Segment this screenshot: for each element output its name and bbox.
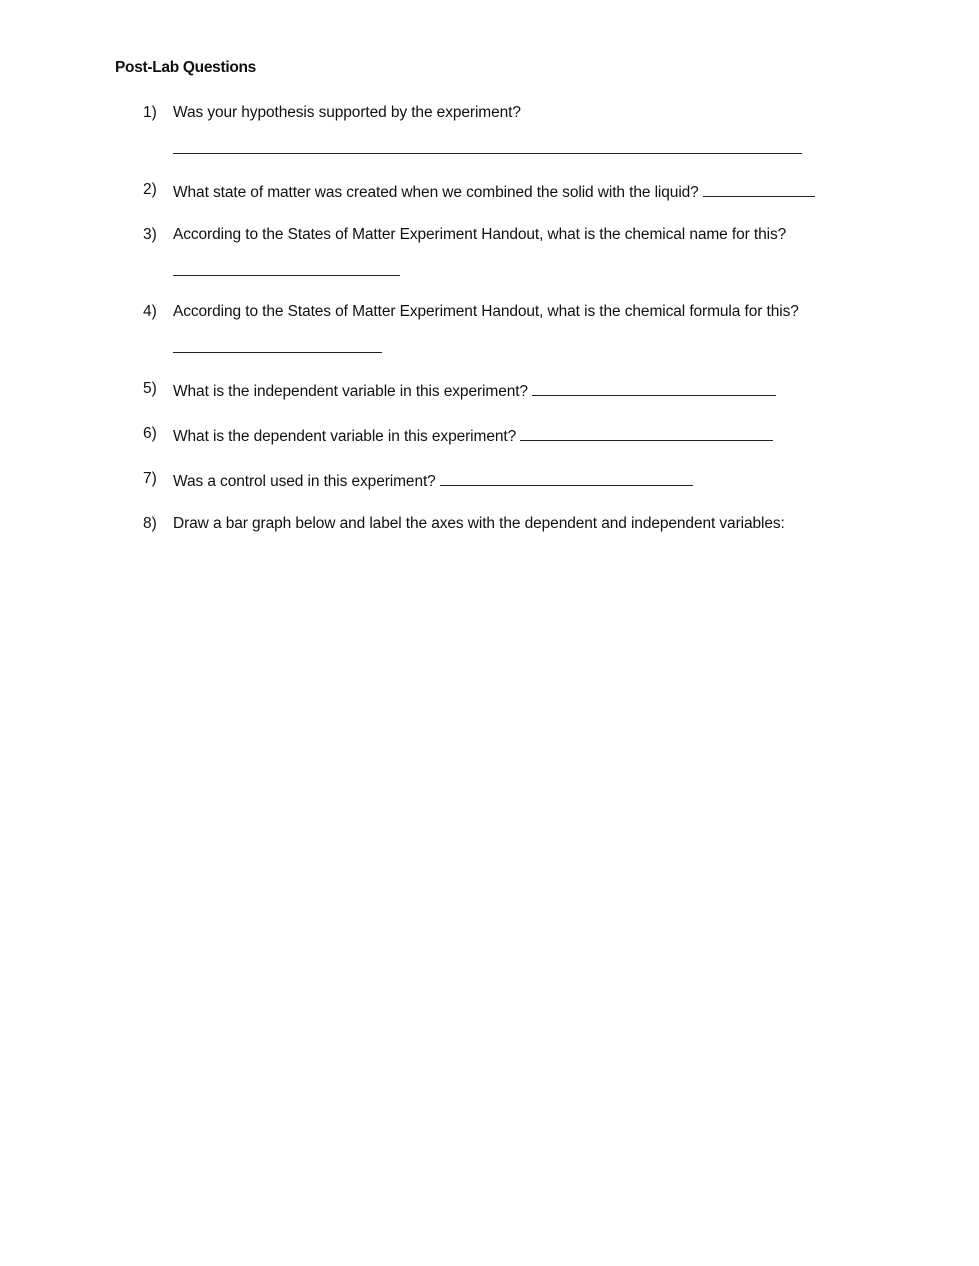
question-5-number: 5)	[143, 380, 157, 397]
question-1-answer-line[interactable]	[173, 153, 802, 154]
question-1-number: 1)	[143, 104, 157, 121]
question-6-row	[173, 425, 773, 446]
question-7-text: Was a control used in this experiment?	[173, 473, 436, 490]
bar-graph-drawing-area[interactable]	[173, 560, 833, 1200]
question-7-number: 7)	[143, 470, 157, 487]
question-2-number: 2)	[143, 181, 157, 198]
question-2-row	[173, 181, 815, 202]
question-8-number: 8)	[143, 515, 157, 532]
question-3-answer-line[interactable]	[173, 275, 400, 276]
question-6-number: 6)	[143, 425, 157, 442]
question-7-row	[173, 470, 693, 491]
question-4-text: According to the States of Matter Experiment Handout, what is the chemical formula for this?	[173, 303, 799, 320]
question-2-answer-line[interactable]	[703, 181, 815, 197]
question-3-number: 3)	[143, 226, 157, 243]
question-3-text: According to the States of Matter Experiment Handout, what is the chemical name for this?	[173, 226, 787, 243]
page-title: Post-Lab Questions	[115, 59, 257, 76]
question-6-text: What is the dependent variable in this experiment?	[173, 428, 517, 445]
question-2-text: What state of matter was created when we combined the solid with the liquid?	[173, 184, 699, 201]
question-5-text: What is the independent variable in this experiment?	[173, 383, 528, 400]
question-7-answer-line[interactable]	[440, 470, 693, 486]
question-6-answer-line[interactable]	[520, 425, 773, 441]
question-8-text: Draw a bar graph below and label the axes with the dependent and independent variables:	[173, 515, 785, 532]
question-4-answer-line[interactable]	[173, 352, 382, 353]
question-5-row	[173, 380, 776, 401]
question-4-number: 4)	[143, 303, 157, 320]
question-5-answer-line[interactable]	[532, 380, 776, 396]
question-1-text: Was your hypothesis supported by the experiment?	[173, 104, 521, 121]
